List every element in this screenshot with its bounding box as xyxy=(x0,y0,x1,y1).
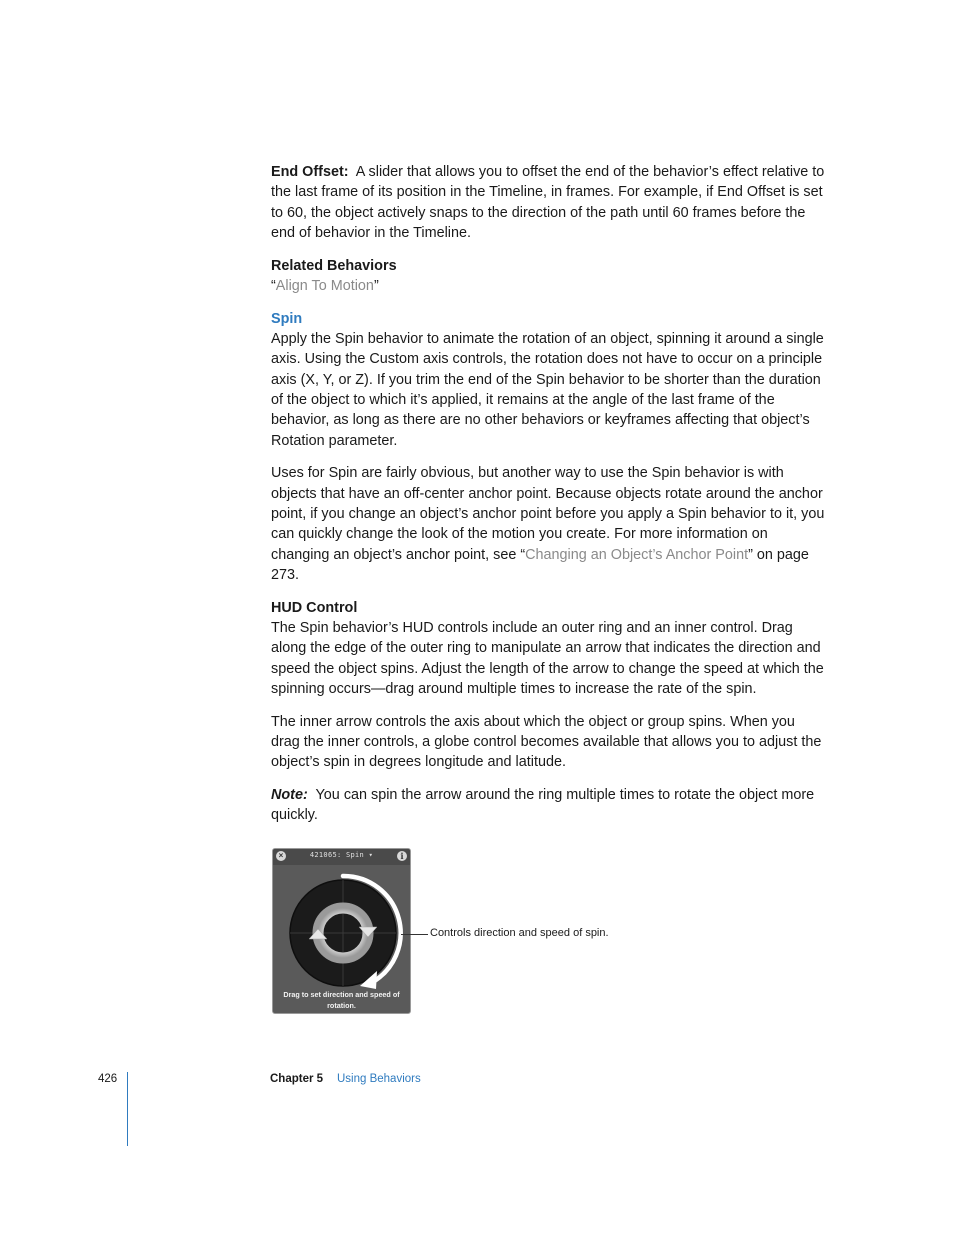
hud-info-icon[interactable]: i xyxy=(397,851,407,861)
end-offset-text: A slider that allows you to offset the end of the behavior’s effect relative to the last frame of its position in the Timeline, in frames. For example, if End Offset is set to 60, the object actively snaps to the direction of the path until 60 frames before the end of behavior in the Timeline. xyxy=(271,164,825,241)
spin-control-graphic[interactable] xyxy=(273,865,411,990)
spin-paragraph-2-text: Uses for Spin are fairly obvious, but another way to use the Spin behavior is with objects that have an off-center anchor point. Because objects rotate around the anchor point, if you change an object’s anchor point before you apply a Spin behavior to it, you can quickly change the look of the motion you create. For more information on changing an object’s anchor point, see “ xyxy=(271,465,825,563)
hud-close-icon[interactable]: × xyxy=(276,851,286,861)
hud-caption: Drag to set direction and speed of rotation. xyxy=(283,990,400,1010)
align-to-motion-link[interactable]: Align To Motion xyxy=(275,277,374,294)
related-behaviors-block xyxy=(271,256,827,297)
chapter-label: Chapter 5 xyxy=(270,1073,324,1085)
spin-paragraph-2-end: ” on page 273. xyxy=(271,546,809,583)
hud-title[interactable]: 421065: Spin ▾ xyxy=(309,851,374,859)
related-open-quote: “ xyxy=(271,277,276,294)
hud-control-paragraph-1: The Spin behavior’s HUD controls include an outer ring and an inner control. Drag along the edge of the outer ring to manipulate an arrow that indicates the direction and speed the object spins. Adjust the length of the arrow to change the speed at which the spinning occurs—drag around multiple times to increase the rate of the spin. xyxy=(271,619,824,697)
hud-control-heading: HUD Control xyxy=(271,599,358,616)
callout-label: Controls direction and speed of spin. xyxy=(430,927,609,939)
page-number: 426 xyxy=(98,1073,118,1085)
related-behaviors-heading: Related Behaviors xyxy=(271,257,397,274)
end-offset-paragraph xyxy=(271,162,827,243)
spin-section-heading: Spin xyxy=(271,310,303,327)
related-close-quote: ” xyxy=(373,277,379,294)
spin-paragraph-1: Apply the Spin behavior to animate the rotation of an object, spinning it around a single axis. Using the Custom axis controls, the rotation does not have to occur on a principle axis (X, Y, or Z). If you trim the end of the Spin behavior to be shorter than the duration of the object to which it’s applied, it remains at the angle of the last frame of the behavior, as long as there are no other behaviors or keyframes affecting that object’s Rotation parameter. xyxy=(271,331,824,449)
page-content xyxy=(271,162,827,838)
spin-paragraph-2 xyxy=(271,463,827,585)
anchor-point-link[interactable]: Changing an Object’s Anchor Point xyxy=(525,546,749,563)
note-paragraph xyxy=(271,785,827,826)
note-text: You can spin the arrow around the ring multiple times to rotate the object more quickly. xyxy=(271,787,815,824)
footer-divider xyxy=(127,1072,128,1146)
note-label: Note: xyxy=(271,787,308,804)
hud-control-paragraph-2: The inner arrow controls the axis about which the object or group spins. When you drag the inner controls, a globe control becomes available that allows you to adjust the object’s spin in degrees longitude and latitude. xyxy=(271,713,822,771)
spin-hud-panel xyxy=(272,848,411,1014)
end-offset-term: End Offset: xyxy=(271,164,349,180)
chapter-title-link[interactable]: Using Behaviors xyxy=(337,1073,421,1085)
callout-leader-line xyxy=(401,934,428,935)
